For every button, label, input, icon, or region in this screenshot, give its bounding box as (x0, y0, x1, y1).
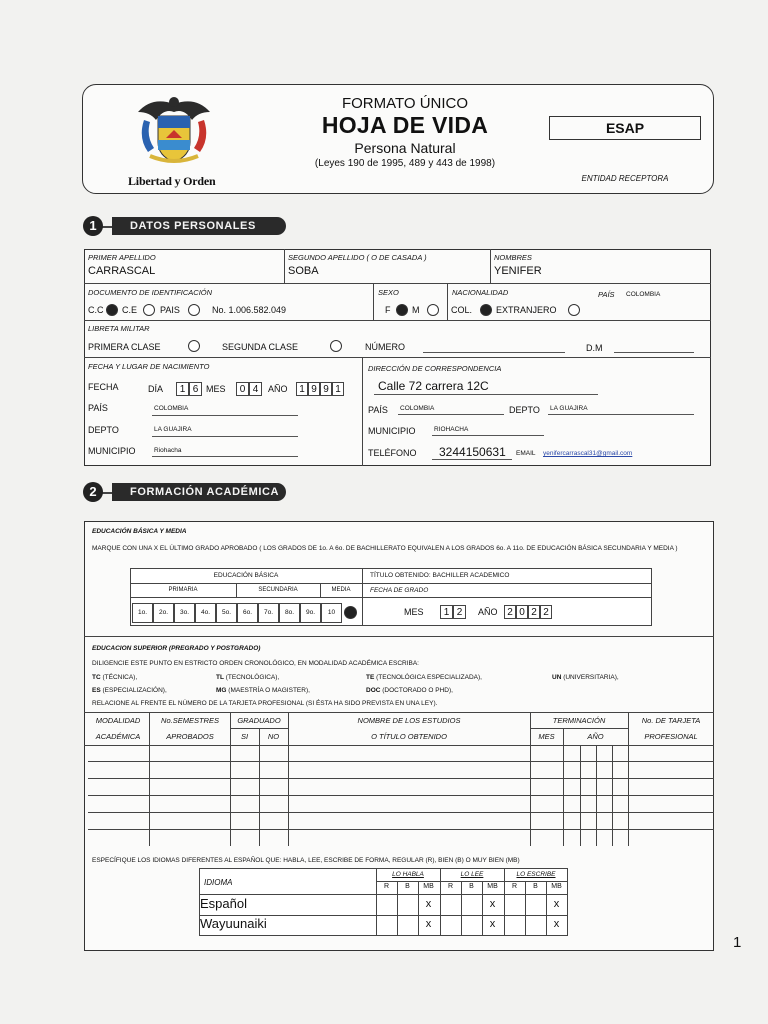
superior-instructions: DILIGENCIE ESTE PUNTO EN ESTRICTO ORDEN CRONOLÓGICO, EN MODALIDAD ACADÉMICA ESCRIBA: (92, 660, 419, 667)
secundaria-header: SECUNDARIA (258, 587, 298, 593)
segundo-apellido-label: SEGUNDO APELLIDO ( O DE CASADA ) (288, 253, 427, 262)
form-title-line1: FORMATO ÚNICO (341, 95, 469, 112)
table-row[interactable] (88, 761, 714, 762)
code-es-desc: (ESPECIALIZACIÓN), (102, 687, 167, 694)
pais-field[interactable]: COLOMBIA (626, 291, 661, 298)
col-tarjeta-2: PROFESIONAL (644, 732, 698, 741)
nacionalidad-label: NACIONALIDAD (452, 288, 509, 297)
row-divider (84, 283, 711, 284)
code-un: UN (552, 674, 562, 681)
documento-label: DOCUMENTO DE IDENTIFICACIÓN (88, 288, 213, 297)
segundo-apellido-field[interactable]: SOBA (288, 265, 319, 277)
col-mes: MES (538, 732, 555, 741)
level-header: B (469, 883, 474, 890)
doc-pais-label: PAIS (160, 305, 180, 315)
col-divider (612, 745, 613, 846)
anio-digit[interactable]: 1 (332, 382, 344, 396)
nac-col-label: COL. (451, 305, 473, 315)
level-header: R (447, 883, 454, 890)
grade-cell[interactable]: 1o. (132, 603, 153, 623)
proficiency-mark[interactable]: x (489, 918, 496, 930)
col-modalidad-1: MODALIDAD (95, 716, 141, 725)
doc-pais-radio[interactable] (188, 304, 200, 316)
code-tl: TL (216, 674, 224, 681)
col-tarjeta-1: No. DE TARJETA (641, 716, 701, 725)
doc-ce-radio[interactable] (143, 304, 155, 316)
section-1-title: DATOS PERSONALES (112, 217, 286, 235)
col-divider (490, 249, 491, 283)
underline (432, 459, 512, 460)
page-number: 1 (733, 934, 742, 951)
doc-number-field[interactable]: No. 1.006.582.049 (212, 305, 287, 315)
col-divider (376, 868, 377, 936)
row-divider (199, 894, 568, 895)
sexo-f-label: F (385, 305, 391, 315)
page-title: HOJA DE VIDA (321, 112, 489, 138)
nac-ext-label: EXTRANJERO (496, 305, 557, 315)
dia-digit[interactable]: 6 (189, 382, 202, 396)
underline (548, 414, 694, 415)
grade-cell[interactable]: 10 (321, 603, 342, 623)
code-doc: DOC (366, 687, 381, 694)
form-subtitle: Persona Natural (354, 140, 456, 156)
col-nombre-2: O TÍTULO OBTENIDO (371, 732, 447, 741)
nac-col-radio[interactable] (480, 304, 492, 316)
email-field[interactable]: yenifercarrascal31@gmail.com (543, 450, 633, 457)
grade-cell[interactable]: 5o. (216, 603, 237, 623)
col-divider (362, 568, 363, 626)
anio-label: AÑO (268, 384, 288, 394)
col-divider (373, 283, 374, 320)
grado-anio-digit[interactable]: 0 (516, 605, 528, 619)
sexo-label: SEXO (378, 288, 399, 297)
anio-digit[interactable]: 9 (320, 382, 332, 396)
col-no: NO (267, 732, 280, 741)
anio-digit[interactable]: 9 (308, 382, 320, 396)
lo-escribe-header: LO ESCRIBE (516, 871, 556, 878)
corr-pais-field[interactable]: COLOMBIA (400, 405, 435, 412)
colombia-coat-of-arms-icon (132, 90, 216, 170)
grado-mes-digit[interactable]: 2 (453, 605, 466, 619)
row-divider (130, 597, 652, 598)
section-1-number: 1 (83, 216, 103, 236)
primaria-header: PRIMARIA (168, 587, 198, 593)
depto-nac-label: DEPTO (88, 425, 119, 435)
row-divider (84, 636, 714, 637)
code-tc-desc: (TÉCNICA), (102, 674, 138, 681)
grade-cell[interactable]: 3o. (174, 603, 195, 623)
pais-nac-field[interactable]: COLOMBIA (154, 405, 189, 412)
grade-cell[interactable]: 9o. (300, 603, 321, 623)
doc-cc-label: C.C (88, 305, 104, 315)
doc-ce-label: C.E (122, 305, 138, 315)
libreta-label: LIBRETA MILITAR (88, 324, 150, 333)
table-row[interactable] (88, 795, 714, 796)
telefono-field[interactable]: 3244150631 (439, 445, 506, 459)
dia-digit[interactable]: 1 (176, 382, 189, 396)
grado-anio-digit[interactable]: 2 (528, 605, 540, 619)
proficiency-mark[interactable]: x (489, 898, 496, 910)
correspondencia-label: DIRECCIÓN DE CORRESPONDENCIA (368, 364, 502, 373)
code-tl-desc: (TECNOLÓGICA), (225, 674, 280, 681)
municipio-nac-field[interactable]: Riohacha (154, 447, 182, 454)
col-divider (563, 728, 564, 846)
mes-digit[interactable]: 4 (249, 382, 262, 396)
corr-depto-field[interactable]: LA GUAJIRA (550, 405, 588, 412)
pais-label: PAÍS (598, 290, 615, 299)
primer-apellido-label: PRIMER APELLIDO (88, 253, 156, 262)
code-tc: TC (92, 674, 101, 681)
table-row[interactable] (88, 812, 714, 813)
dia-label: DÍA (148, 384, 164, 394)
level-header: R (511, 883, 518, 890)
primera-clase-radio[interactable] (188, 340, 200, 352)
code-mg-desc: (MAESTRÍA O MAGISTER), (228, 687, 310, 694)
telefono-label: TELÉFONO (368, 448, 417, 458)
dm-field[interactable] (614, 352, 694, 353)
entity-field[interactable]: ESAP (549, 116, 701, 140)
grade-cell[interactable]: 4o. (195, 603, 216, 623)
tarjeta-instructions: RELACIONE AL FRENTE EL NÚMERO DE LA TARJETA PROFESIONAL (SI ÉSTA HA SIDO PREVISTA EN UNA LEY). (92, 700, 438, 707)
row-divider (84, 745, 714, 746)
col-si: SI (240, 732, 249, 741)
direccion-field[interactable]: Calle 72 carrera 12C (378, 379, 489, 393)
form-laws: (Leyes 190 de 1995, 489 y 443 de 1998) (314, 158, 496, 169)
language-name: Español (200, 896, 247, 911)
code-mg: MG (216, 687, 227, 694)
fecha-grado-label: FECHA DE GRADO (370, 587, 429, 594)
underline (374, 394, 598, 395)
row-divider (84, 357, 711, 358)
idioma-header: IDIOMA (204, 878, 233, 887)
underline (432, 435, 544, 436)
corr-depto-label: DEPTO (509, 405, 540, 415)
sexo-f-radio[interactable] (396, 304, 408, 316)
grade-cell[interactable]: 6o. (237, 603, 258, 623)
superior-title: EDUCACION SUPERIOR (PREGRADO Y POSTGRADO) (92, 645, 261, 652)
mes-label: MES (206, 384, 226, 394)
proficiency-mark[interactable]: x (553, 898, 560, 910)
media-header: MEDIA (331, 587, 351, 593)
col-divider (259, 728, 260, 846)
fecha-label: FECHA (88, 382, 119, 392)
idiomas-instructions: ESPECÍFIQUE LOS IDIOMAS DIFERENTES AL ESPAÑOL QUE: HABLA, LEE, ESCRIBE DE FORMA, REGULAR (R), BIEN (B) O MUY BIEN (MB) (92, 857, 520, 864)
titulo-obtenido[interactable]: TÍTULO OBTENIDO: BACHILLER ACADEMICO (370, 572, 510, 579)
col-graduado: GRADUADO (237, 716, 281, 725)
col-divider (440, 868, 441, 936)
grado-anio-digit[interactable]: 2 (540, 605, 552, 619)
section-2-title: FORMACIÓN ACADÉMICA (112, 483, 286, 501)
grado-anio-digit[interactable]: 2 (504, 605, 516, 619)
primera-clase-label: PRIMERA CLASE (88, 342, 161, 352)
section-2-number: 2 (83, 482, 103, 502)
grado-mes-digit[interactable]: 1 (440, 605, 453, 619)
basica-instructions: MARQUE CON UNA X EL ÚLTIMO GRADO APROBADO ( LOS GRADOS DE 1o. A 6o. DE BACHILLERATO EQUIVALEN A LOS GRADOS 6o. A 11o. DE EDUCACIÓN BÁSICA SECUNDARIA Y MEDIA ) (92, 545, 678, 552)
underline (398, 414, 504, 415)
sexo-m-label: M (412, 305, 420, 315)
dm-label: D.M (586, 343, 603, 353)
grade-cell[interactable]: 7o. (258, 603, 279, 623)
segunda-clase-radio[interactable] (330, 340, 342, 352)
row-divider (84, 712, 714, 713)
col-terminacion: TERMINACIÓN (552, 716, 606, 725)
level-header: MB (551, 883, 562, 890)
edu-basica-header: EDUCACIÓN BÁSICA (213, 572, 279, 579)
corr-municipio-label: MUNICIPIO (368, 426, 416, 436)
primer-apellido-field[interactable]: CARRASCAL (88, 265, 156, 277)
email-label: EMAIL (516, 450, 536, 457)
sexo-m-radio[interactable] (427, 304, 439, 316)
row-divider (376, 881, 568, 882)
nacimiento-label: FECHA Y LUGAR DE NACIMIENTO (88, 362, 210, 371)
nombres-field[interactable]: YENIFER (494, 265, 542, 277)
code-te: TE (366, 674, 375, 681)
lo-lee-header: LO LEE (460, 871, 484, 878)
municipio-nac-label: MUNICIPIO (88, 446, 136, 456)
anio-digit[interactable]: 1 (296, 382, 308, 396)
level-header: R (383, 883, 390, 890)
grade-10-mark[interactable] (344, 606, 357, 619)
numero-label: NÚMERO (365, 342, 405, 352)
col-anio: AÑO (587, 732, 604, 741)
nac-ext-radio[interactable] (568, 304, 580, 316)
grado-anio-label: AÑO (478, 607, 498, 617)
entity-label: ENTIDAD RECEPTORA (581, 174, 669, 183)
segunda-clase-label: SEGUNDA CLASE (222, 342, 299, 352)
grade-cell[interactable]: 8o. (279, 603, 300, 623)
row-divider (84, 320, 711, 321)
table-row[interactable] (88, 778, 714, 779)
level-header: B (533, 883, 538, 890)
level-header: MB (423, 883, 434, 890)
col-divider (284, 249, 285, 283)
depto-nac-field[interactable]: LA GUAJIRA (154, 426, 192, 433)
nombres-label: NOMBRES (494, 253, 532, 262)
underline (152, 415, 298, 416)
underline (152, 456, 298, 457)
corr-pais-label: PAÍS (368, 405, 388, 415)
col-modalidad-2: ACADÉMICA (95, 732, 141, 741)
level-header: B (405, 883, 410, 890)
col-divider (362, 357, 363, 466)
code-doc-desc: (DOCTORADO O PHD), (382, 687, 453, 694)
corr-municipio-field[interactable]: RIOHACHA (434, 426, 469, 433)
table-row[interactable] (88, 829, 714, 830)
grado-mes-label: MES (404, 607, 424, 617)
lo-habla-header: LO HABLA (392, 871, 424, 878)
proficiency-mark[interactable]: x (553, 918, 560, 930)
col-semestres-2: APROBADOS (166, 732, 214, 741)
level-header: MB (487, 883, 498, 890)
col-divider (596, 745, 597, 846)
col-semestres-1: No.SEMESTRES (161, 716, 219, 725)
col-divider (447, 283, 448, 320)
crest-motto: Libertad y Orden (128, 174, 216, 188)
language-name: Wayuunaiki (200, 916, 267, 931)
row-divider (130, 583, 652, 584)
basica-title: EDUCACIÓN BÁSICA Y MEDIA (92, 528, 187, 535)
proficiency-mark[interactable]: x (425, 918, 432, 930)
numero-field[interactable] (423, 352, 565, 353)
mes-digit[interactable]: 0 (236, 382, 249, 396)
col-divider (504, 868, 505, 936)
code-te-desc: (TECNOLÓGICA ESPECIALIZADA), (376, 674, 482, 681)
col-nombre-1: NOMBRE DE LOS ESTUDIOS (357, 716, 461, 725)
pais-nac-label: PAÍS (88, 403, 108, 413)
code-un-desc: (UNIVERSITARIA), (563, 674, 619, 681)
grade-cell[interactable]: 2o. (153, 603, 174, 623)
col-divider (580, 745, 581, 846)
proficiency-mark[interactable]: x (425, 898, 432, 910)
doc-cc-radio[interactable] (106, 304, 118, 316)
row-divider (530, 728, 628, 729)
underline (152, 436, 298, 437)
code-es: ES (92, 687, 101, 694)
